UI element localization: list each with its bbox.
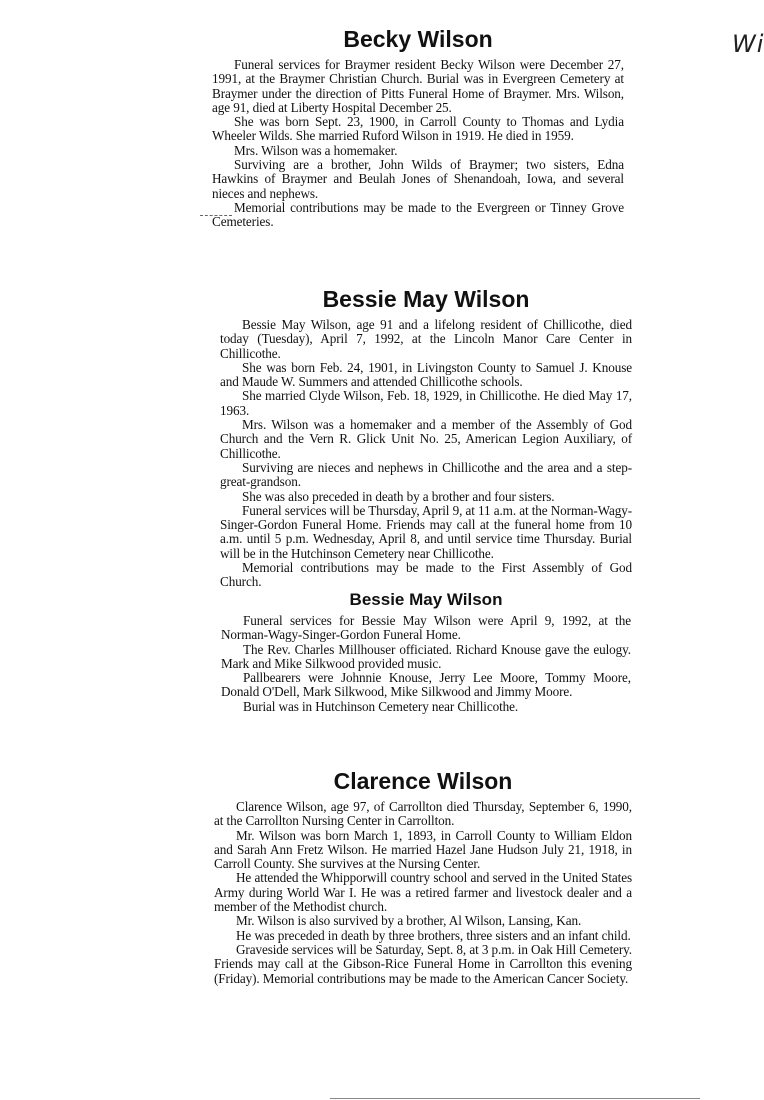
obituary-paragraph: Graveside services will be Saturday, Sept. 8, at 3 p.m. in Oak Hill Cemetery. Friends may call at the Gibson-Rice Funeral Home in Carrollton this evening (Friday). Memorial contributions may be made to the American Cancer Society. xyxy=(214,941,633,986)
obituary-paragraph: She was also preceded in death by a brother and four sisters. xyxy=(242,488,555,504)
obituary-becky-wilson xyxy=(212,26,624,230)
obituary-paragraph: He was preceded in death by three brothers, three sisters and an infant child. xyxy=(236,927,631,943)
obituary-bessie-may-wilson xyxy=(220,286,632,590)
obituary-title: Bessie May Wilson xyxy=(322,286,530,312)
obituary-paragraph: Mr. Wilson was born March 1, 1893, in Carroll County to William Eldon and Sarah Ann Fretz Wilson. He married Hazel Jane Hudson July 21, 1918, in Carroll County. She survives at the Nursing Center. xyxy=(214,827,632,872)
obituary-paragraph: Mrs. Wilson was a homemaker. xyxy=(234,142,398,158)
obituary-bessie-may-wilson-services xyxy=(221,590,631,714)
obituary-title: Becky Wilson xyxy=(343,26,493,52)
obituary-paragraph: She married Clyde Wilson, Feb. 18, 1929, in Chillicothe. He died May 17, 1963. xyxy=(220,388,632,418)
bottom-divider xyxy=(330,1098,700,1099)
obituary-paragraph: Mrs. Wilson was a homemaker and a member of the Assembly of God Church and the Vern R. Glick Unit No. 25, American Legion Auxiliary, of Chillicothe. xyxy=(220,417,632,461)
obituary-clarence-wilson xyxy=(214,768,632,986)
obituary-paragraph: Pallbearers were Johnnie Knouse, Jerry Lee Moore, Tommy Moore, Donald O'Dell, Mark Silkwood, Mike Silkwood and Jimmy Moore. xyxy=(221,670,631,700)
handwritten-margin-note: Wi xyxy=(732,30,764,58)
obituary-paragraph: Surviving are a brother, John Wilds of Braymer; two sisters, Edna Hawkins of Braymer and Beulah Jones of Shenandoah, Iowa, and several nieces and nephews. xyxy=(212,157,624,201)
obituary-paragraph: Funeral services will be Thursday, April 9, at 11 a.m. at the Norman-Wagy-Singer-Gordon Funeral Home. Friends may call at the funeral home from 10 a.m. until 5 p.m. Wednesday, April 8, and until service time Thursday. Burial will be in the Hutchinson Cemetery near Chillicothe. xyxy=(220,502,632,561)
obituary-title: Bessie May Wilson xyxy=(349,590,503,609)
obituary-paragraph: Burial was in Hutchinson Cemetery near Chillicothe. xyxy=(243,698,519,714)
obituary-paragraph: Funeral services for Braymer resident Becky Wilson were December 27, 1991, at the Braymer Christian Church. Burial was in Evergreen Cemetery at Braymer under the direction of Pitts Funeral Home of Braymer. Mrs. Wilson, age 91, died at Liberty Hospital December 25. xyxy=(212,57,624,115)
obituary-paragraph: Clarence Wilson, age 97, of Carrollton died Thursday, September 6, 1990, at the Carrollton Nursing Center in Carrollton. xyxy=(214,799,632,829)
obituary-paragraph: Memorial contributions may be made to the Evergreen or Tinney Grove Cemeteries. xyxy=(212,199,624,230)
obituary-title: Clarence Wilson xyxy=(333,768,513,794)
obituary-paragraph: Bessie May Wilson, age 91 and a lifelong resident of Chillicothe, died today (Tuesday), April 7, 1992, at the Lincoln Manor Care Center in Chillicothe. xyxy=(220,317,632,361)
obituary-paragraph: Mr. Wilson is also survived by a brother, Al Wilson, Lansing, Kan. xyxy=(236,913,582,929)
obituary-paragraph: Funeral services for Bessie May Wilson were April 9, 1992, at the Norman-Wagy-Singer-Gordon Funeral Home. xyxy=(221,613,631,643)
obituary-paragraph: Memorial contributions may be made to the First Assembly of God Church. xyxy=(220,560,632,590)
obituary-paragraph: The Rev. Charles Millhouser officiated. Richard Knouse gave the eulogy. Mark and Mike Silkwood provided music. xyxy=(221,641,631,671)
obituary-paragraph: She was born Sept. 23, 1900, in Carroll County to Thomas and Lydia Wheeler Wilds. She married Ruford Wilson in 1919. He died in 1959. xyxy=(212,114,624,144)
obituary-paragraph: She was born Feb. 24, 1901, in Livingston County to Samuel J. Knouse and Maude W. Summers and attended Chillicothe schools. xyxy=(220,359,632,390)
obituary-paragraph: He attended the Whipporwill country school and served in the United States Army during World War I. He was a retired farmer and livestock dealer and a member of the Methodist church. xyxy=(214,870,632,915)
obituary-paragraph: Surviving are nieces and nephews in Chillicothe and the area and a step-great-grandson. xyxy=(220,459,632,490)
